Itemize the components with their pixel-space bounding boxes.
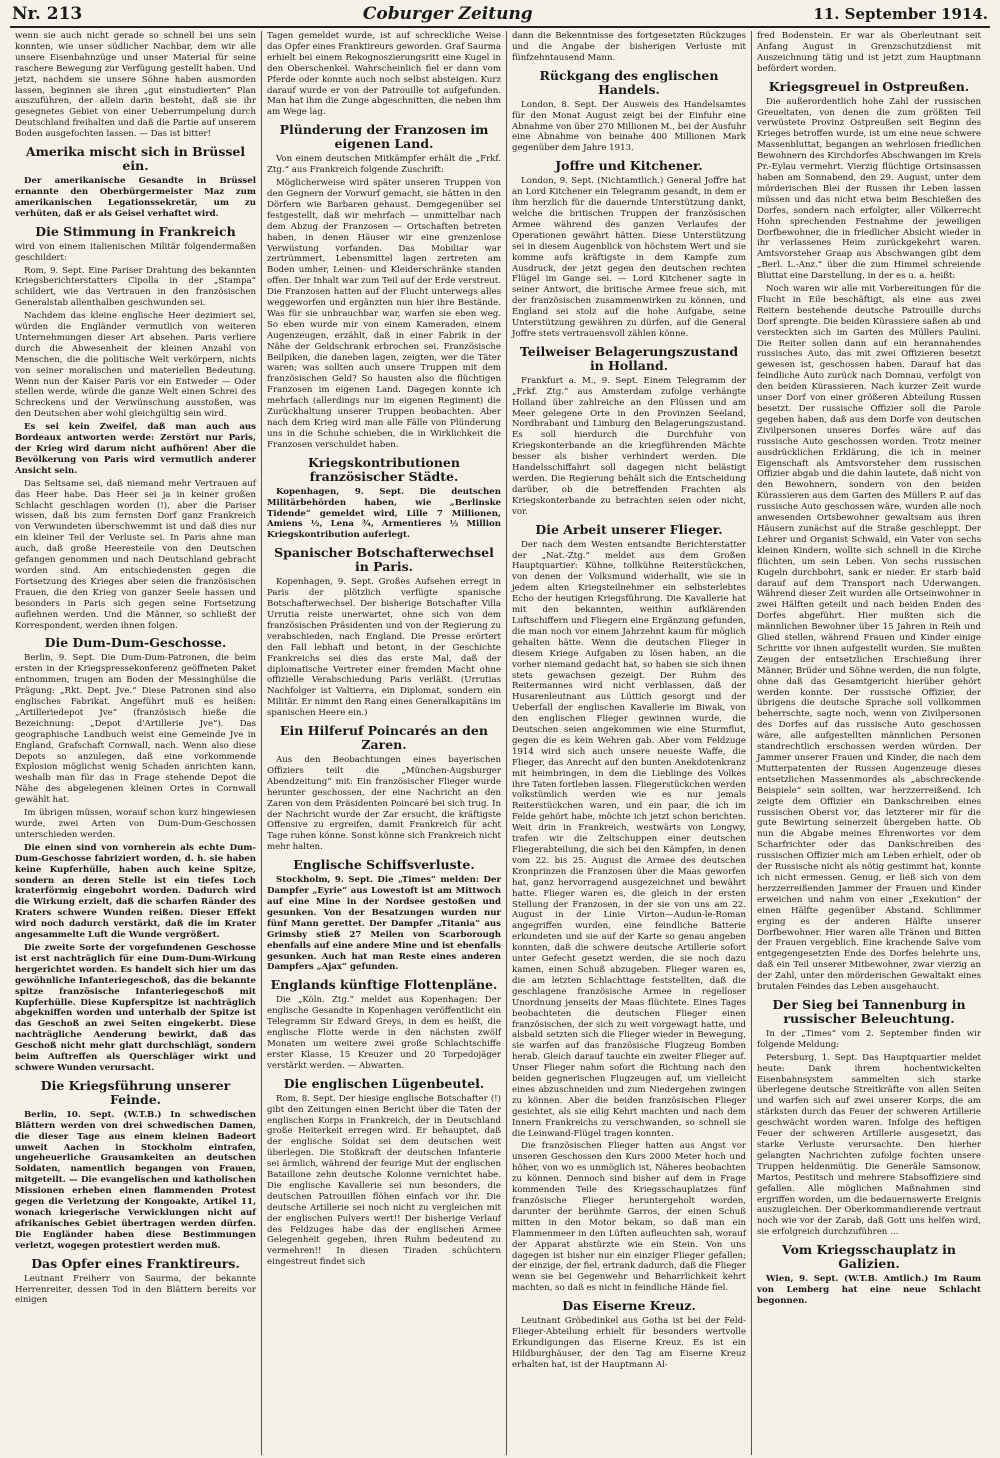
headline-kriegsgreuel: Kriegsgreuel in Ostpreußen.	[768, 78, 970, 94]
article-text: Möglicherweise wird später unseren Truppen von den Gegnern der Vorwurf gemacht, sie hätten in den Dörfern wie Barbaren gehaust. Demgegenüber sei festgestellt, daß wir mehrfach — unmittelbar nach dem Abzug der Franzosen — Ortschaften betreten haben, in denen Häuser wir eine grenzenlose Verwüstung vorfanden. Das Mobiliar war zertrümmert, Lebensmittel lagen zertreten am Boden umher, Leinen- und Kleiderschränke standen offen. Der Inhalt war zum Teil auf der Erde verstreut. Die Franzosen hatten auf der Flucht unterwegs alles weggeworfen und ergänzten nun hier ihre Bestände. Was für sie unbrauchbar war, warfen sie eben weg. So eben wurde mir von einem Kameraden, einem Augenzeugen, erzählt, daß in einer Fabrik in der Nähe der Geldschrank erbrochen sei. Französische Beilpiken, die daneben lagen, zeigten, wer die Täter waren; was sollten auch unsere Truppen mit dem französischen Geld? So hausten also die flüchtigen Franzosen im eigenen Land. Dagegen konnte ich mehrfach (allerdings nur im eigenen Regiment) die Zurückhaltung unserer Truppen beobachten. Aber nach dem Krieg wird man alle Fälle von Plünderung uns in die Schuhe schieben, die in Wirklichkeit die Franzosen verschuldet haben.	[267, 178, 501, 450]
headline-luegenbeutel: Die englischen Lügenbeutel.	[283, 1075, 485, 1091]
continued-text: dann die Bekenntnisse des fortgesetzten Rückzuges und die Angabe der bisherigen Verluste mit fünfzehntausend Mann.	[512, 31, 746, 63]
headline-flottenplaene: Englands künftige Flottenpläne.	[270, 977, 498, 993]
article-text: Die „Köln. Ztg.“ meldet aus Kopenhagen: Der englische Gesandte in Kopenhagen veröffentlicht ein Telegramm Sir Edward Greys, in dem es heißt, die englische Flotte werde in den nächsten zwölf Monaten um weitere zwei große Schlachtschiffe erster Klasse, 15 Kreuzer und 20 Torpedojäger verstärkt werden. — Abwarten.	[267, 995, 501, 1071]
article-text: Von einem deutschen Mitkämpfer erhält die „Frkf. Ztg.“ aus Frankreich folgende Zuschrift:	[267, 154, 501, 176]
headline-stimmung: Die Stimmung in Frankreich	[35, 223, 236, 239]
article-text: Rom, 8. Sept. Der hiesige englische Botschafter (!) gibt den Zeitungen einen Bericht über die Taten der englischen Korps in Frankreich, der in Deutschland große Heiterkeit erregen wird. Er behauptet, daß der englische Soldat sei dem deutschen weit überlegen. Die Stoßkraft der deutschen Infanterie sei ärmlich, während der feurige Mut der englischen Bataillone zehn deutsche Kolonne vernichtet habe. Die englische Kavallerie sei nun besonders, die deutschen Patrouillen flöhen einfach vor ihr. Die deutsche Artillerie sei noch nicht zu vergleichen mit der englischen Pulvers wert!! Der bisherige Verlauf des Feldzuges habe das der englischen Armee Gelegenheit gegeben, ihren Ruhm bedeutend zu vermehren!! In diesen Tiraden schüchtern eingestreut findet sich	[267, 1093, 501, 1268]
issue-number: Nr. 213	[12, 4, 83, 24]
issue-date: 11. September 1914.	[813, 5, 988, 23]
headline-hilferuf: Ein Hilferuf Poincarés an den Zaren.	[280, 723, 488, 753]
headline-handel: Rückgang des englischen Handels.	[539, 67, 719, 97]
headline-holland: Teilweiser Belagerungszustand in Holland.	[519, 343, 739, 373]
article-text: Wien, 9. Sept. (W.T.B. Amtlich.) Im Raum von Lemberg hat eine neue Schlacht begonnen.	[757, 1274, 981, 1306]
article-text: Das Seltsame sei, daß niemand mehr Vertrauen auf das Heer habe. Das Heer sei ja in keiner großen Schlacht geschlagen worden (!), aber die Pariser wissen, daß bis zum fernsten Dorf ganz Frankreich von Verwundeten überschwemmt ist und daß dies nur ein kleiner Teil der Verluste sei. In Paris ahne man auch, daß große Heeresteile von den Deutschen gefangen genommen und nach Deutschland gebracht worden sind. Am entschiedensten gegen die Fortsetzung des Krieges aber seien die französischen Frauen, die den Krieg von ganzer Seele hassen und besonders in Paris sich gegen seine Fortsetzung auflehnen werden. Und die Männer, so schließt der Korrespondent, werden ihnen folgen.	[15, 478, 256, 631]
article-text: London, 8. Sept. Der Ausweis des Handelsamtes für den Monat August zeigt bei der Einfuhr eine Abnahme von über 270 Millionen M., bei der Ausfuhr eine Abnahme von beinahe 400 Millionen Mark gegenüber dem Jahre 1913.	[512, 99, 746, 154]
article-text: Rom, 9. Sept. Eine Pariser Drahtung des bekannten Kriegsberichterstatters Cipolla in der „Stampa“ schildert, wie das Vertrauen in den französischen Generalstab allenthalben geschwunden sei.	[15, 265, 256, 309]
newspaper-title: Coburger Zeitung	[362, 4, 533, 24]
article-text: Aus den Beobachtungen eines bayerischen Offiziers teilt die „München-Augsburger Abendzeitung“ mit: Ein französischer Flieger wurde herunter geschossen, der eine Nachricht an den Zaren von dem Präsidenten Poincaré bei sich trug. In der Nachricht wurde der Zar ersucht, die kräftigste Offensive zu ergreifen, damit Frankreich für acht Tage ruhen könne. Sonst könne sich Frankreich nicht mehr halten.	[267, 755, 501, 853]
headline-franktireur: Das Opfer eines Franktireurs.	[31, 1255, 240, 1271]
headline-pluenderung: Plünderung der Franzosen im eigenen Land.	[279, 122, 489, 152]
article-text: Petersburg, 1. Sept. Das Hauptquartier meldet heute: Dank ihrem hochentwickelten Eisenbahnsystem sammelten sich starke überlegene deutsche Streitkräfte von allen Seiten und warfen sich auf zwei unserer Korps, die am stärksten durch das Feuer der schweren Artillerie geschwächt worden waren. Infolge des heftigen Feuer der schweren Artillerie ausgesetzt, das starke Verluste verursachte. Den hierher gelangten Nachrichten zufolge fochten unsere Truppen heldenmütig. Die Generäle Samsonow, Martos, Pestitsch und mehrere Stabsoffiziere sind gefallen. Alle möglichen Maßnahmen sind ergriffen worden, um die bedauernswerte Ereignis auszugleichen. Der Oberkommandierende vertraut noch wie vor der Zarab, daß Gott uns helfen wird, sie erfolgreich durchzuführen …	[757, 1052, 981, 1238]
headline-amerika: Amerika mischt sich in Brüssel ein.	[25, 144, 246, 174]
article-text: Der amerikanische Gesandte in Brüssel ernannte den Oberbürgermeister Maz zum amerikanischen Legationssekretär, um zu verhüten, daß er als Geisel verhaftet wird.	[15, 176, 256, 219]
article-text: Die zweite Sorte der vorgefundenen Geschosse ist erst nachträglich für eine Dum-Dum-Wirkung hergerichtet worden. Es handelt sich hier um das gewöhnliche Infanteriegeschoß, das die bekannte spitze französische Infanteriegeschoß mit Kupferhülle. Diese Kupferspitze ist nachträglich abgekniffen worden und unterhalb der Spitze ist das Geschoß an zwei Seiten eingekerbt. Diese nachträgliche Aenderung bewirkt, daß das Geschoß nicht mehr glatt durchschlägt, sondern beim Auftreffen als Querschläger wirkt und schwere Wunden verursacht.	[15, 942, 256, 1073]
article-text: Die außerordentlich hohe Zahl der russischen Greueltaten, von denen die zum größten Teil verwüstete Provinz Ostpreußen seit Beginn des Krieges betroffen wurde, ist um eine neue schwere Massenbluttat, begangen an wehrlosen friedlichen Bewohnern des Kirchdorfes Abschwangen im Kreis Pr.-Eylau vermehrt. Vierzig flüchtige Ortsinsassen haben am Sonnabend, den 29. August, unter dem mörderischen Blei der Russen ihr Leben lassen müssen und das nicht etwa beim Beschießen des Dorfes, sondern nach erfolgter, aller Völkerrecht Hohn sprechenden Festnahme der jeweiligen Dorfbewohner, die in friedlicher Absicht wieder in ihr verlassenes Heim zurückgekehrt waren. Amtsvorsteher Graap aus Abschwangen gibt dem „Berl. L.-Anz.“ über die zum Himmel schreiende Bluttat eine Darstellung, in der es u. a. heißt:	[757, 96, 981, 282]
column-2	[262, 31, 507, 1455]
headline-dumdum: Die Dum-Dum-Geschosse.	[44, 635, 227, 651]
article-text: Kopenhagen, 9. Sept. Die deutschen Militärbehörden haben, wie „Berlinske Tidende“ gemeldet wird, Lille 7 Millionen, Amiens ½, Lena ¾, Armentieres ½ Million Kriegskontribution auferlegt.	[267, 486, 501, 541]
article-text: Die französischen Flieger hatten aus Angst vor unseren Geschossen den Kurs 2000 Meter hoch und höher, von wo es unmöglich ist, Näheres beobachten zu können. Dennoch sind bisher auf dem in Frage kommenden Teile des Kriegsschauplatzes fünf französische Flieger heruntergeholt worden, darunter der berühmte Garros, der einen Schuß mitten in den Motor bekam, so daß man ein Flammenmeer in den Lüften aufleuchten sah, worauf der Apparat abstürzte wie ein Stein. Von uns dagegen ist bisher nur ein einziger Flieger gefallen; der einzige, der fiel, ertrank dadurch, daß die Flieger wenn sie bei Gegenwehr und Beharrlichkeit kehrt machten, so daß es nicht in feindliche Hände fiel.	[512, 1141, 746, 1294]
continued-text: Tagen gemeldet wurde, ist auf schreckliche Weise das Opfer eines Franktireurs geworden. Graf Saurma erhielt bei einem Rekognoszierungsritt eine Kugel in den Oberschenkel. Wahrscheinlich fiel er dann vom Pferde oder konnte auch noch selbst absteigen. Kurz darauf wurde er von der Patrouille tot aufgefunden. Man hat ihm die Zunge abgeschnitten, die neben ihm am Wege lag.	[267, 31, 501, 118]
continued-text: fred Bodenstein. Er war als Oberleutnant seit Anfang August in Grenzschutzdienst mit Auszeichnung tätig und ist jetzt zum Hauptmann befördert worden.	[757, 31, 981, 74]
article-text: Leutnant Gröbedinkel aus Gotha ist bei der Feld-Flieger-Abteilung erhielt für besonders wertvolle Erkundigungen das Eiserne Kreuz. Es ist ein Hildburghäuser, der den Tag am Eiserne Kreuz erhalten hat, ist der Hauptmann Al-	[512, 1316, 746, 1370]
headline-flieger: Die Arbeit unserer Flieger.	[535, 521, 723, 537]
article-text: Noch waren wir alle mit Vorbereitungen für die Flucht in Eile beschäftigt, als eine aus zwei Reitern bestehende deutsche Patrouille durchs Dorf sprengte. Die beiden Kürassiere saßen ab und versteckten sich im Garten des Müllers Paulini. Die Reiter sollen dann auf ein herannahendes russisches Auto, das mit zwei Offizieren besetzt gewesen ist, geschossen haben. Darauf hat das feindliche Auto zurück nach Domnau, verfolgt von den beiden Kürassieren. Nach kurzer Zeit wurde unser Dorf von einer größeren Abteilung Russen besetzt. Der russische Offizier soll die Parole gegeben haben, daß aus dem Dorfe von deutschen Zivilpersonen unseres Dorfes wäre auf das russische Auto geschossen worden. Trotz meiner ausdrücklichen Erklärung, die ich in meiner Eigenschaft als Amtsvorsteher dem russischen Offizier abgab und die dahin lautete, daß nicht von den Bewohnern, sondern von den beiden Kürassieren aus dem Garten des Müllers P. auf das russische Auto geschossen wäre, wurden alle noch anwesenden Ortsbewohner gewaltsam aus ihren Häusern zunächst auf die Straße geschleppt. Der Lehrer und Organist Schwald, ein Vater von sechs kleinen Kindern, wollte sich schnell in die Kirche flüchten, um sein Leben. Von sechs russischen Kugeln durchbohrt, sank er nieder. Er starb bald darauf auf dem Transport nach Uderwangen. Während dieser Zeit wurden alle Ortseinwohner in zwei Hälften geteilt und nach beiden Enden des Dorfes abgeführt. Hier mußten sich die männlichen Bewohner über 15 Jahren in Reih und Glied stellen, während Frauen und Kinder einige Schritte vor ihnen aufgestellt wurden. Sie mußten Zeugen der entsetzlichen Erschießung ihrer Männer, Brüder und Söhne werden, die nun folgte, ohne daß das Gesamtgericht hierüber gehört werden konnte. Der russische Offizier, der übrigens die deutsche Sprache soll vollkommen beherrschte, sagte noch, wenn von Zivilpersonen des Dorfes auf das russische Auto geschossen wäre, alle aufgestellten männlichen Personen standrechtlich erschossen werden würden. Der Jammer unserer Frauen und Kinder, die nach dem Mutterpatenten der Russen Augenzeuge dieses entsetzlichen Massenmordes als „abschreckende Beispiele“ sein sollten, war herzzerreißend. Ich zeigte dem Offizier ein Dankschreiben eines russischen Oberst vor, das letzterer mir für die gute Bewirtung seinerzeit übergeben hatte. Ob nun die Abgabe meines Ehrenwortes vor dem Scharfrichter oder das Dankschreiben des russischen Offizier mich am Leben erhielt, oder ob der Russische nicht als nötig gestimmt hat, konnte ich nicht ermessen. Genug, er ließ sich von dem herzzerreißenden Jammer der Frauen und Kinder erweichen und nahm von einer „Exekution“ der einen Hälfte gegenüber Abstand. Schlimmer erging es der anderen Hälfte unserer Dorfbewohner. Hier waren alle Tränen und Bitten der Frauen vergeblich. Eine krachende Salve vom entgegengesetzten Ende des Dorfes belehrte uns, daß ein Teil unserer Mitbewohner, zwar vierzig an der Zahl, unter den mörderischen Gewaltakt eines brutalen Feindes das Leben ausgehaucht.	[757, 284, 982, 993]
headline-eisernes-kreuz: Das Eiserne Kreuz.	[562, 1298, 696, 1314]
column-1	[10, 31, 262, 1455]
article-text: Der nach dem Westen entsandte Berichterstatter der „Nat.-Ztg.“ meldet aus dem Großen Hauptquartier: Kühne, tollkühne Reiterstückchen, von denen der Volksmund widerhallt, wie sie in jedem alten Kriegsteilnehmer ein selbsterlebtes Echo der heutigen Kriegsführung. Die Kavallerie hat mit den bekannten, weithin aufklärenden Luftschiffern und Fliegern eine Ergänzung gefunden, die man noch vor einem Jahrzehnt kaum für möglich gehalten hätte. Wenn die deutschen Flieger in diesem Kriege Aufgaben zu lösen haben, an die vorher niemand gedacht hat, so haben sie sich ihnen stets gewachsen gezeigt. Der Ruhm des Reitermannes wird nicht verblassen, daß der Husarenleutnant aus Lüttich gesorgt und der Ueberfall der englischen Kavallerie im Biwak, von den englischen Flieger gewinnen wurde, die Deutschen seien angekommen wie eine Sturmflut, gegen die es kein Wehren gab. Aber vom Feldzuge 1914 wird sich auch unsere neueste Waffe, die Flieger, das Anrecht auf den bunten Anekdotenkranz mit heimbringen, in dem die Lieblinge des Volkes ihre Taten fortleben lassen. Fliegerstückchen werden volkstümlich werden wie es nur jemals Reiterstückchen waren, und ein paar, die ich im Felde gehört habe, möchte ich jetzt schon berichten. Weit drin in Frankreich, westwärts von Longwy, trafen wir die Zeltschuppen einer deutschen Fliegerabteilung, die sich bei den Kämpfen, in denen vom 22. bis 25. August die Armee des deutschen Kronprinzen die Franzosen über die Maas geworfen hat, ganz hervorragend ausgezeichnet und bewährt hatte. Flieger waren es, die gleich in der ersten Stellung der Franzosen, in der sie von uns am 22. August in der Linie Virton—Audun-le-Roman angegriffen wurden, eine feindliche Batterie erkundeten und sie auf der Karte so genau angeben konnten, daß die schwere deutsche Artillerie sofort unter Gefecht gesetzt werden, die sie noch dazu kamen, einen Schuß abzugeben. Flieger waren es, die am letzten Schlachttage feststellten, daß die geschlagene französische Armee in regelloser Unordnung jenseits der Maas flüchtete. Eines Tages beobachteten die deutschen Flieger einen französischen, der sich zu weit vorgewagt hatte, und alsbald setzten sich die Flieger wieder in Bewegung, sie warfen auf das französische Flugzeug Bomben herab. Gleich darauf tauchte ein zweiter Flieger auf. Unser Flieger nahm sofort die Richtung nach den beiden gegnerischen Flugzeugen auf, um vielleicht eines abzuschneiden und zum Niedergehen zwingen zu können. Aber die beiden französischen Flieger gesichtet, als sie eilig Kehrt machten und nach dem Innern Frankreichs zu verschwanden, so schnell sie die Leinwand-Flügel tragen konnten.	[512, 539, 746, 1139]
article-text: Die einen sind von vornherein als echte Dum-Dum-Geschosse fabriziert worden, d. h. sie haben keine Kupferhülle, haben auch keine Spitze, sondern an deren Stelle ist ein tiefes Loch kraterförmig eingebohrt worden. Dadurch wird die Wirkung erzielt, daß die scharfen Ränder des Kraters schwere Wunden reißen. Dieser Effekt wird noch dadurch verstärkt, daß die im Krater angesammelte Luft die Wunde vergrößert.	[15, 842, 256, 941]
headline-kriegsfuehrung: Die Kriegsführung unserer Feinde.	[40, 1077, 231, 1107]
article-text: London, 9. Sept. (Nichtamtlich.) General Joffre hat an Lord Kitchener ein Telegramm gesandt, in dem er ihm herzlich für die dauernde Unterstützung dankt, welche die britischen Truppen der französischen Armee während des ganzen Verlaufes der Operationen gewährt hätten. Diese Unterstützung sei in diesem Augenblick von höchstem Wert und sie komme aufs kräftigste in dem Kampfe zum Ausdruck, der jetzt gegen den deutschen rechten Flügel im Gange sei. — Lord Kitchener sagte in seiner Antwort, die britische Armee freue sich, mit der französischen zusammenwirken zu können, und England sei stolz auf die hohe Aufgabe, seine Unterstützung gewähren zu dürfen, auf die General Joffre stets vertrauensvoll zählen könne.	[512, 176, 746, 339]
article-text: Berlin, 9. Sept. Die Dum-Dum-Patronen, die beim ersten in der Kriegspressekonferenz geöffneten Paket entnommen, trugen am Boden der Messinghülse die Prägung: „Rkt. Dept. Jve.“ Diese Patronen sind also englisches Fabrikat. Angeführt muß es heißen: „Artilleriedepot Jve“ (französisch hieße die Bezeichnung: „Depot d'Artillerie Jve“). Das geographische Landbuch weist eine Gemeinde Jve in England, Grafschaft Cornwall, nach. Wenn also diese Depots so anzulegen, daß eine vorkommende Explosion möglichst wenig Schaden anrichten kann, weshalb man für das in Frage stehende Depot die Nähe des abgelegenen kleinen Ortes in Cornwall gewählt hat.	[15, 653, 256, 806]
column-4	[752, 31, 986, 1455]
article-text: Kopenhagen, 9. Sept. Großes Aufsehen erregt in Paris der plötzlich verfügte spanische Botschafterwechsel. Der bisherige Botschafter Villa Urrutia reiste unerwartet, ohne sich von dem französischen Präsidenten und von der Regierung zu verabschieden, nach England. Die Presse erörtert den Fall lebhaft und betont, in der Geschichte Frankreichs sei dies das erste Mal, daß der diplomatische Vertreter einer fremden Macht ohne offizielle Verabschiedung Paris verläßt. (Urrutias Nachfolger ist Valtierra, ein Diplomat, sondern ein Militär. Er nimmt den Rang eines Generalkapitäns im spanischen Heere ein.)	[267, 577, 501, 719]
headline-botschafter: Spanischer Botschafterwechsel in Paris.	[274, 545, 494, 575]
article-text: Frankfurt a. M., 9. Sept. Einem Telegramm der „Frkf. Ztg.“ aus Amsterdam zufolge verhängte Holland über zahlreiche an den Flüssen und am Meer gelegene Orte in den Provinzen Seeland, Nordbrabant und Limburg den Belagerungszustand. Es soll hierdurch die Durchfuhr von Kriegskonterbande an die kriegführenden Mächte besser als bisher verhindert werden. Die Handelsschiffahrt soll dagegen nicht belästigt werden. Die Regierung behält sich die Entscheidung darüber, ob die betreffenden Frachten als Kriegskonterbande zu betrachten seien oder nicht, vor.	[512, 375, 746, 517]
article-text: Berlin, 10. Sept. (W.T.B.) In schwedischen Blättern werden von drei schwedischen Damen, die dieser Tage aus einem kleinen Badeort unweit Aachen in Stockholm eintrafen, ungeheuerliche Grausamkeiten an deutschen Soldaten, namentlich begangen von Frauen, mitgeteilt. — Die evangelischen und katholischen Missionen erheben einen flammenden Protest gegen die Verletzung der Kongoakte, Artikel 11, wonach kriegerische Verwicklungen nicht auf afrikanisches Gebiet übertragen werden dürfen. Die Engländer haben diese Bestimmungen verletzt, wogegen protestiert werden muß.	[15, 1109, 256, 1251]
article-text: Stockholm, 9. Sept. Die „Times“ melden: Der Dampfer „Eyrie“ aus Lowestoft ist am Mittwoch auf eine Mine in der Nordsee gestoßen und gesunken. Von der Besatzungen wurden nur fünf Mann gerettet. Der Dampfer „Titania“ aus Grimsby stieß 27 Meilen von Scarborough ebenfalls auf eine andere Mine und ist ebenfalls gesunken. Auch hat man Reste eines anderen Dampfers „Ajax“ gefunden.	[267, 875, 501, 973]
masthead	[10, 4, 990, 28]
headline-kontributionen: Kriegskontributionen französischer Städte.	[308, 454, 460, 484]
article-text: Leutnant Freiherr von Saurma, der bekannte Herrenreiter, dessen Tod in den Blättern bereits vor einigen	[15, 1273, 256, 1306]
continued-text: wenn sie auch nicht gerade so schnell bei uns sein konnten, wie unser südlicher Nachbar, dem wir alle unsere Eisenbahnzüge und unser Material für seine raschere Bewegung zur Verfügung gestellt haben. Und jetzt, nachdem sie unsere Söhne haben ausmorden lassen, beginnen sie ihren „gut einstudierten“ Plan auszuführen, der allein darin besteht, daß sie ihr gesegnetes Gebiet von einer Ueberrumpelung durch Deutschland freihalten und daß die Partie auf unserem Boden ausgefochten lassen. — Das ist bitter!	[15, 31, 256, 140]
column-3	[507, 31, 752, 1455]
article-text: Im übrigen müssen, worauf schon kurz hingewiesen wurde, zwei Arten von Dum-Dum-Geschossen unterschieden werden.	[15, 808, 256, 840]
headline-tannenburg: Der Sieg bei Tannenburg in russischer Beleuchtung.	[772, 996, 966, 1026]
article-text: In der „Times“ vom 2. September finden wir folgende Meldung:	[757, 1028, 981, 1050]
headline-schiffsverluste: Englische Schiffsverluste.	[293, 857, 475, 873]
headline-galizien: Vom Kriegsschauplatz in Galizien.	[782, 1242, 956, 1272]
article-text: wird von einem italienischen Militär folgendermaßen geschildert:	[15, 241, 256, 263]
headline-joffre: Joffre und Kitchener.	[555, 158, 703, 174]
article-columns	[10, 31, 990, 1455]
article-text: Nachdem das kleine englische Heer dezimiert sei, würden die Engländer vermutlich von weiteren Unternehmungen dieser Art absehen. Paris verliere durch die Abwesenheit der kleinen Anzahl von Menschen, die die politische Welt verkörpern, nichts von seiner moralischen und materiellen Bedeutung. Wenn nun der Kaiser Paris vor ein Entweder — Oder stellen werde, würde die ganze Welt einen Schrei des Schreckens und der Verwünschung ausstoßen, was den Deutschen aber wohl gleichgültig sein wird.	[15, 311, 256, 420]
article-text: Es sei kein Zweifel, daß man auch aus Bordeaux antworten werde: Zerstört nur Paris, der Krieg wird darum nicht aufhören! Aber die Bevölkerung von Paris wird vermutlich anderer Ansicht sein.	[15, 422, 256, 476]
